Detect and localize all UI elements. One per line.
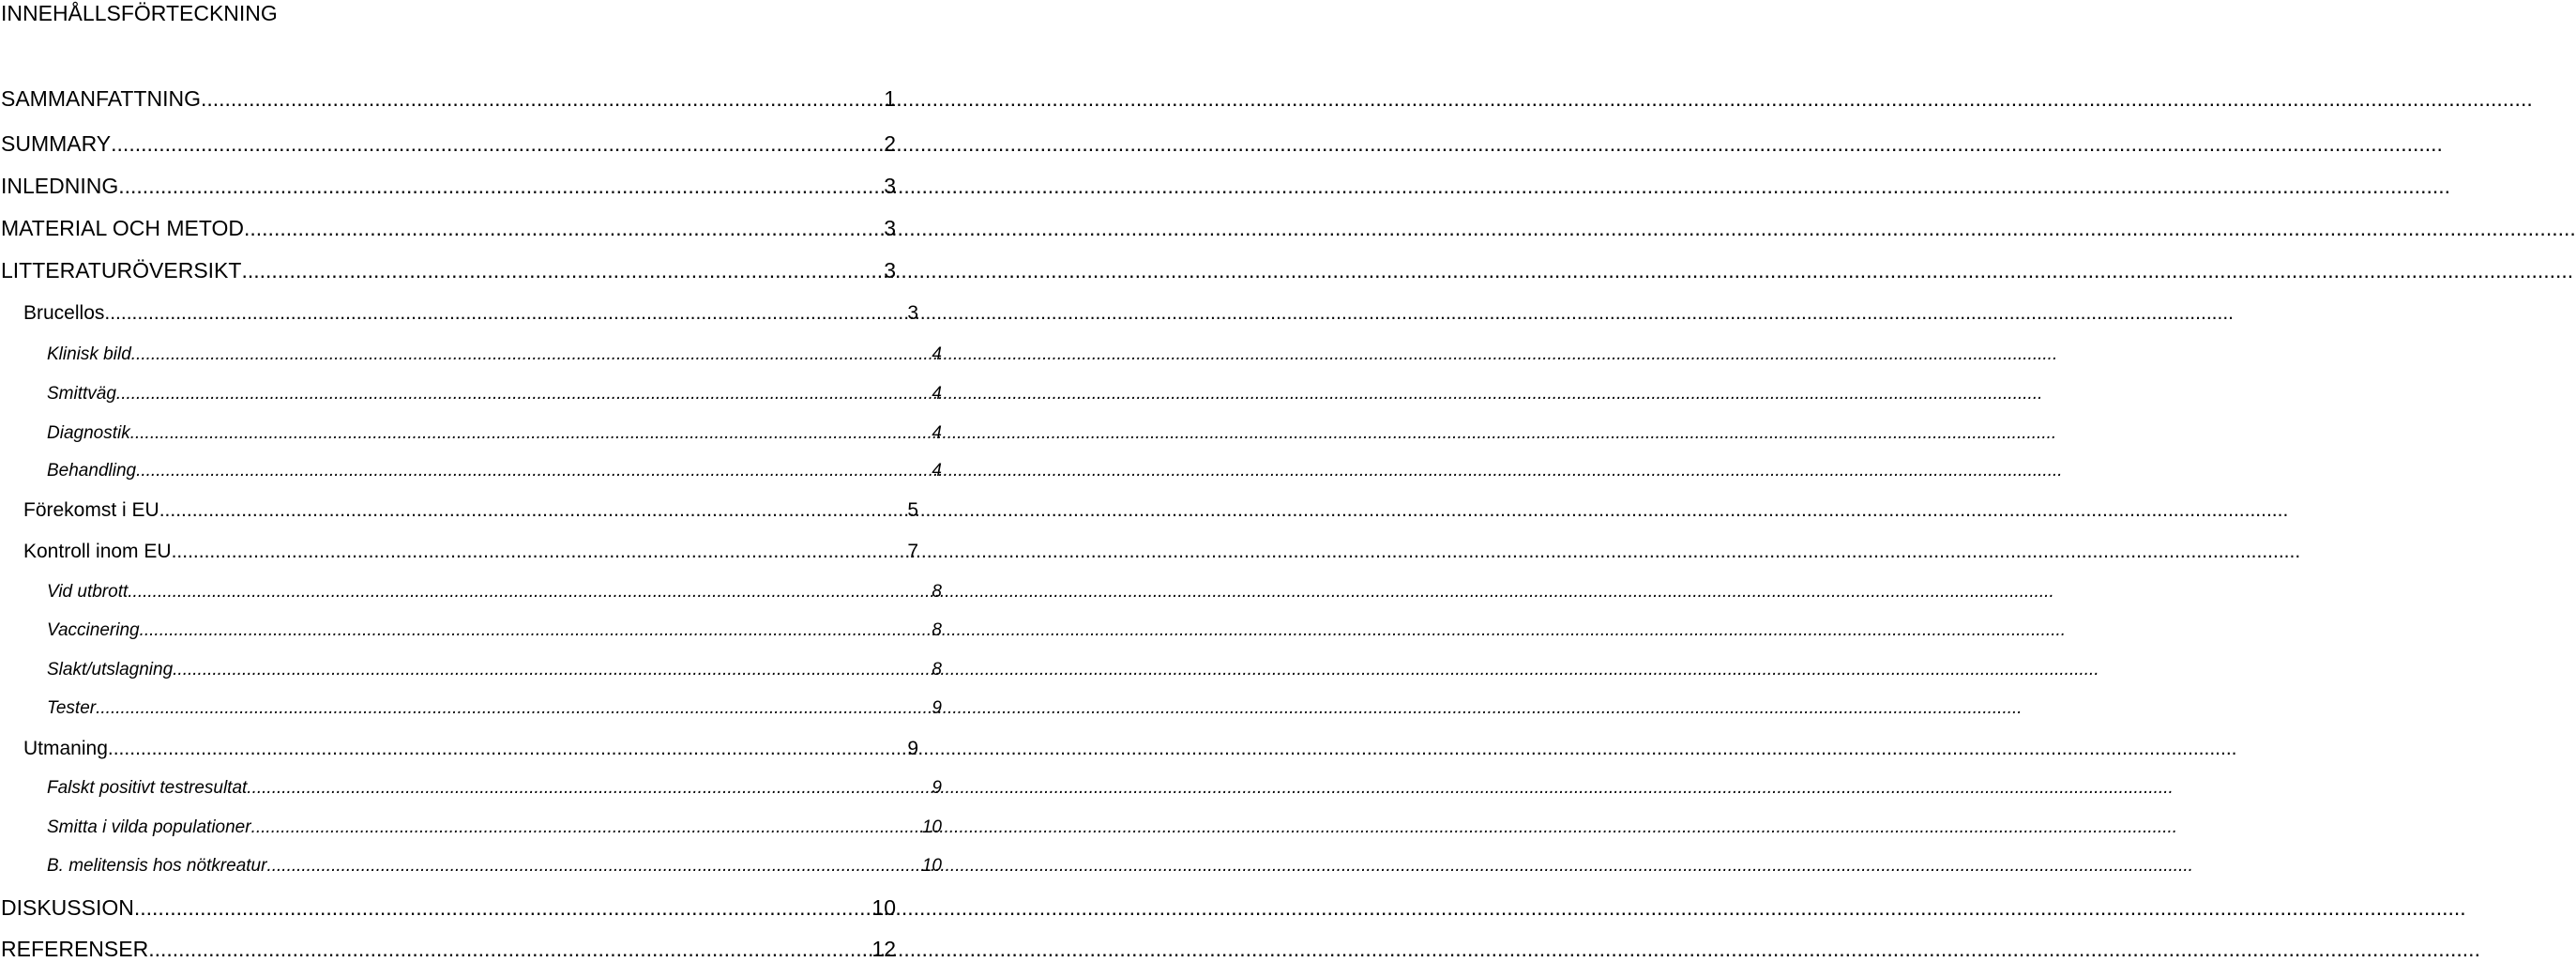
toc-entry-page: 9 [907,738,918,759]
toc-entry-page: 10 [921,856,942,876]
toc-entry-vid-utbrott[interactable] [0,581,942,603]
leader-dots [251,817,922,839]
toc-entry-inledning[interactable] [0,173,896,199]
toc-entry-label: SUMMARY [1,131,112,156]
toc-entry-label: Förekomst i EU [23,499,159,521]
leader-dots [266,855,921,878]
toc-entry-label: B. melitensis hos nötkreatur [47,856,267,876]
toc-entry-page: 4 [932,344,942,364]
leader-dots [111,130,884,157]
toc-entry-page: 9 [932,698,942,718]
leader-dots [108,737,907,761]
toc-entry-label: Diagnostik [47,423,130,443]
toc-entry-page: 8 [932,582,942,602]
toc-entry-label: Falskt positivt testresultat [47,778,248,798]
toc-entry-label: Vaccinering [47,620,140,640]
toc-entry-material-och-metod[interactable] [0,215,896,241]
toc-entry-label: DISKUSSION [1,895,134,920]
toc-entry-label: Smitta i vilda populationer [47,817,251,837]
toc-entry-page: 3 [884,174,896,198]
toc-entry-label: Klinisk bild [47,344,131,364]
toc-entry-label: Brucellos [23,302,105,324]
toc-entry-tester[interactable] [0,697,942,720]
toc-entry-label: MATERIAL OCH METOD [1,216,244,240]
toc-entry-page: 8 [932,660,942,680]
toc-entry-behandling[interactable] [0,460,942,482]
toc-entry-page: 4 [932,423,942,443]
toc-entry-page: 3 [907,302,918,324]
toc-entry-summary[interactable] [0,130,896,157]
toc-entry-b-melitensis-hos-notkreatur[interactable] [0,855,942,878]
toc-entry-page: 1 [884,86,896,111]
toc-entry-page: 12 [871,937,896,961]
toc-entry-label: Slakt/utslagning [47,660,174,680]
leader-dots [201,85,884,112]
leader-dots [247,777,932,800]
leader-dots [116,383,932,405]
toc-entry-referenser[interactable] [0,936,896,962]
toc-entry-label: Smittväg [47,384,116,404]
toc-entry-page: 4 [932,461,942,481]
leader-dots [131,344,932,366]
leader-dots [118,173,884,199]
toc-entry-page: 3 [884,258,896,282]
toc-entry-page: 5 [907,499,918,521]
toc-entry-kontroll-inom-eu[interactable] [0,540,918,564]
leader-dots [140,619,932,642]
toc-title: INNEHÅLLSFÖRTECKNING [1,1,278,25]
leader-dots [159,498,908,523]
toc-entry-diskussion[interactable] [0,894,896,921]
toc-entry-klinisk-bild[interactable] [0,344,942,366]
toc-entry-page: 7 [907,541,918,562]
leader-dots [104,301,907,326]
toc-entry-label: REFERENSER [1,937,149,961]
toc-entry-label: Tester [47,698,97,718]
toc-entry-label: Kontroll inom EU [23,541,172,562]
toc-entry-page: 8 [932,620,942,640]
toc-entry-slakt-utslagning[interactable] [0,659,942,681]
toc-entry-label: Behandling [47,461,137,481]
toc-entry-page: 3 [884,216,896,240]
toc-entry-label: LITTERATURÖVERSIKT [1,258,242,282]
toc-entry-vaccinering[interactable] [0,619,942,642]
leader-dots [136,460,932,482]
toc-entry-page: 4 [932,384,942,404]
toc-entry-forekomst-i-eu[interactable] [0,498,918,523]
toc-entry-falskt-positivt-testresultat[interactable] [0,777,942,800]
leader-dots [173,659,932,681]
toc-entry-label: Vid utbrott [47,582,129,602]
leader-dots [96,697,932,720]
toc-entry-utmaning[interactable] [0,737,918,761]
toc-entry-litteraturoversikt[interactable] [0,257,896,283]
leader-dots [172,540,908,564]
toc-entry-page: 10 [871,895,896,920]
toc-entry-label: INLEDNING [1,174,119,198]
toc-entry-page: 10 [921,817,942,837]
leader-dots [241,257,884,283]
leader-dots [134,894,872,921]
leader-dots [130,422,932,445]
toc-entry-label: SAMMANFATTNING [1,86,201,111]
toc-entry-smitta-i-vilda-populationer[interactable] [0,817,942,839]
toc-entry-sammanfattning[interactable] [0,85,896,112]
leader-dots [128,581,932,603]
toc-entry-diagnostik[interactable] [0,422,942,445]
leader-dots [244,215,884,241]
toc-entry-page: 2 [884,131,896,156]
toc-entry-brucellos[interactable] [0,301,918,326]
toc-entry-page: 9 [932,778,942,798]
toc-entry-label: Utmaning [23,738,108,759]
toc-entry-smittvag[interactable] [0,383,942,405]
leader-dots [148,936,871,962]
